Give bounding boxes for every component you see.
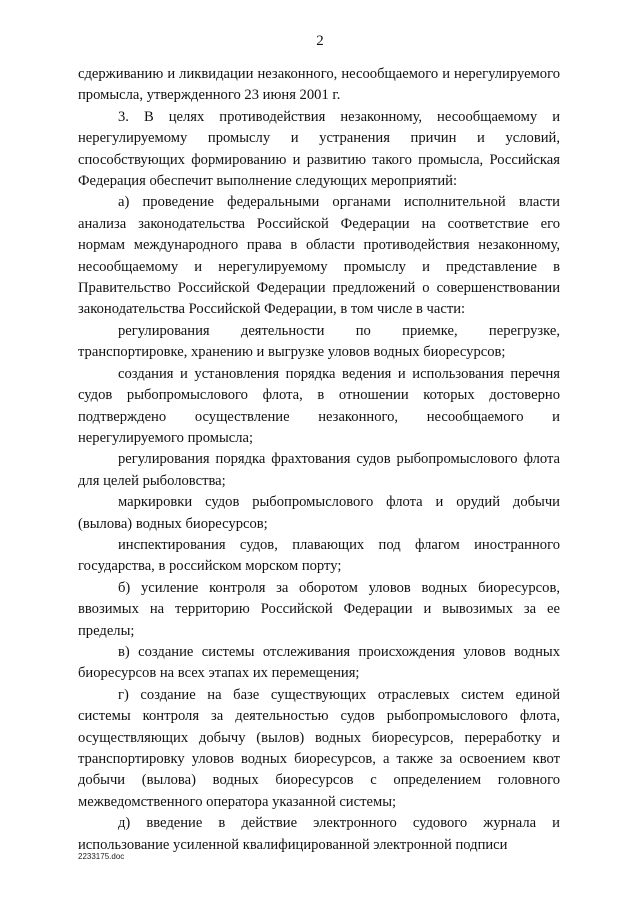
document-body	[78, 64, 560, 856]
paragraph-vessel-list: создания и установления порядка ведения и использования перечня судов рыбопромыслового флота, в отношении которых достоверно подтверждено осуществление незаконного, несообщаемого и нерегулируемого промысла;	[78, 365, 560, 446]
paragraph-regulation-acceptance: регулирования деятельности по приемке, перегрузке, транспортировке, хранению и выгрузке уловов водных биоресурсов;	[78, 322, 560, 361]
paragraph-inspection: инспектирования судов, плавающих под флагом иностранного государства, в российском морском порту;	[78, 536, 560, 575]
paragraph-subitem-v: в) создание системы отслеживания происхождения уловов водных биоресурсов на всех этапах их перемещения;	[78, 643, 560, 682]
paragraph-subitem-d: д) введение в действие электронного судового журнала и использование усиленной квалифицированной электронной подписи	[78, 815, 560, 853]
page-number: 2	[316, 33, 324, 49]
footer-filename: 2233175.doc	[78, 852, 125, 861]
paragraph-subitem-g: г) создание на базе существующих отраслевых систем единой системы контроля за деятельностью судов рыбопромыслового флота, осуществляющих добычу (вылов) водных биоресурсов, переработку и транспортировку уловов водных биоресурсов, а также за освоением квот добычи (вылова) водных биоресурсов с определением головного межведомственного оператора указанной системы;	[78, 686, 560, 810]
paragraph-subitem-a: а) проведение федеральными органами исполнительной власти анализа законодательства Российской Федерации на соответствие его нормам международного права в области противодействия незаконному, несообщаемому и нерегулируемому промыслу и представление в Правительство Российской Федерации предложений о совершенствовании законодательства Российской Федерации, в том числе в части:	[78, 194, 560, 318]
paragraph-item-3: 3. В целях противодействия незаконному, несообщаемому и нерегулируемому промыслу и устранения причин и условий, способствующих формированию и развитию такого промысла, Российская Федерация обеспечит выполнение следующих мероприятий:	[78, 108, 560, 190]
paragraph-subitem-b: б) усиление контроля за оборотом уловов водных биоресурсов, ввозимых на территорию Российской Федерации и вывозимых за ее пределы;	[78, 579, 560, 639]
paragraph-continuation: сдерживанию и ликвидации незаконного, несообщаемого и нерегулируемого промысла, утвержденного 23 июня 2001 г.	[78, 66, 560, 104]
paragraph-chartering: регулирования порядка фрахтования судов рыбопромыслового флота для целей рыболовства;	[78, 451, 560, 489]
paragraph-marking: маркировки судов рыбопромыслового флота и орудий добычи (вылова) водных биоресурсов;	[78, 494, 560, 532]
